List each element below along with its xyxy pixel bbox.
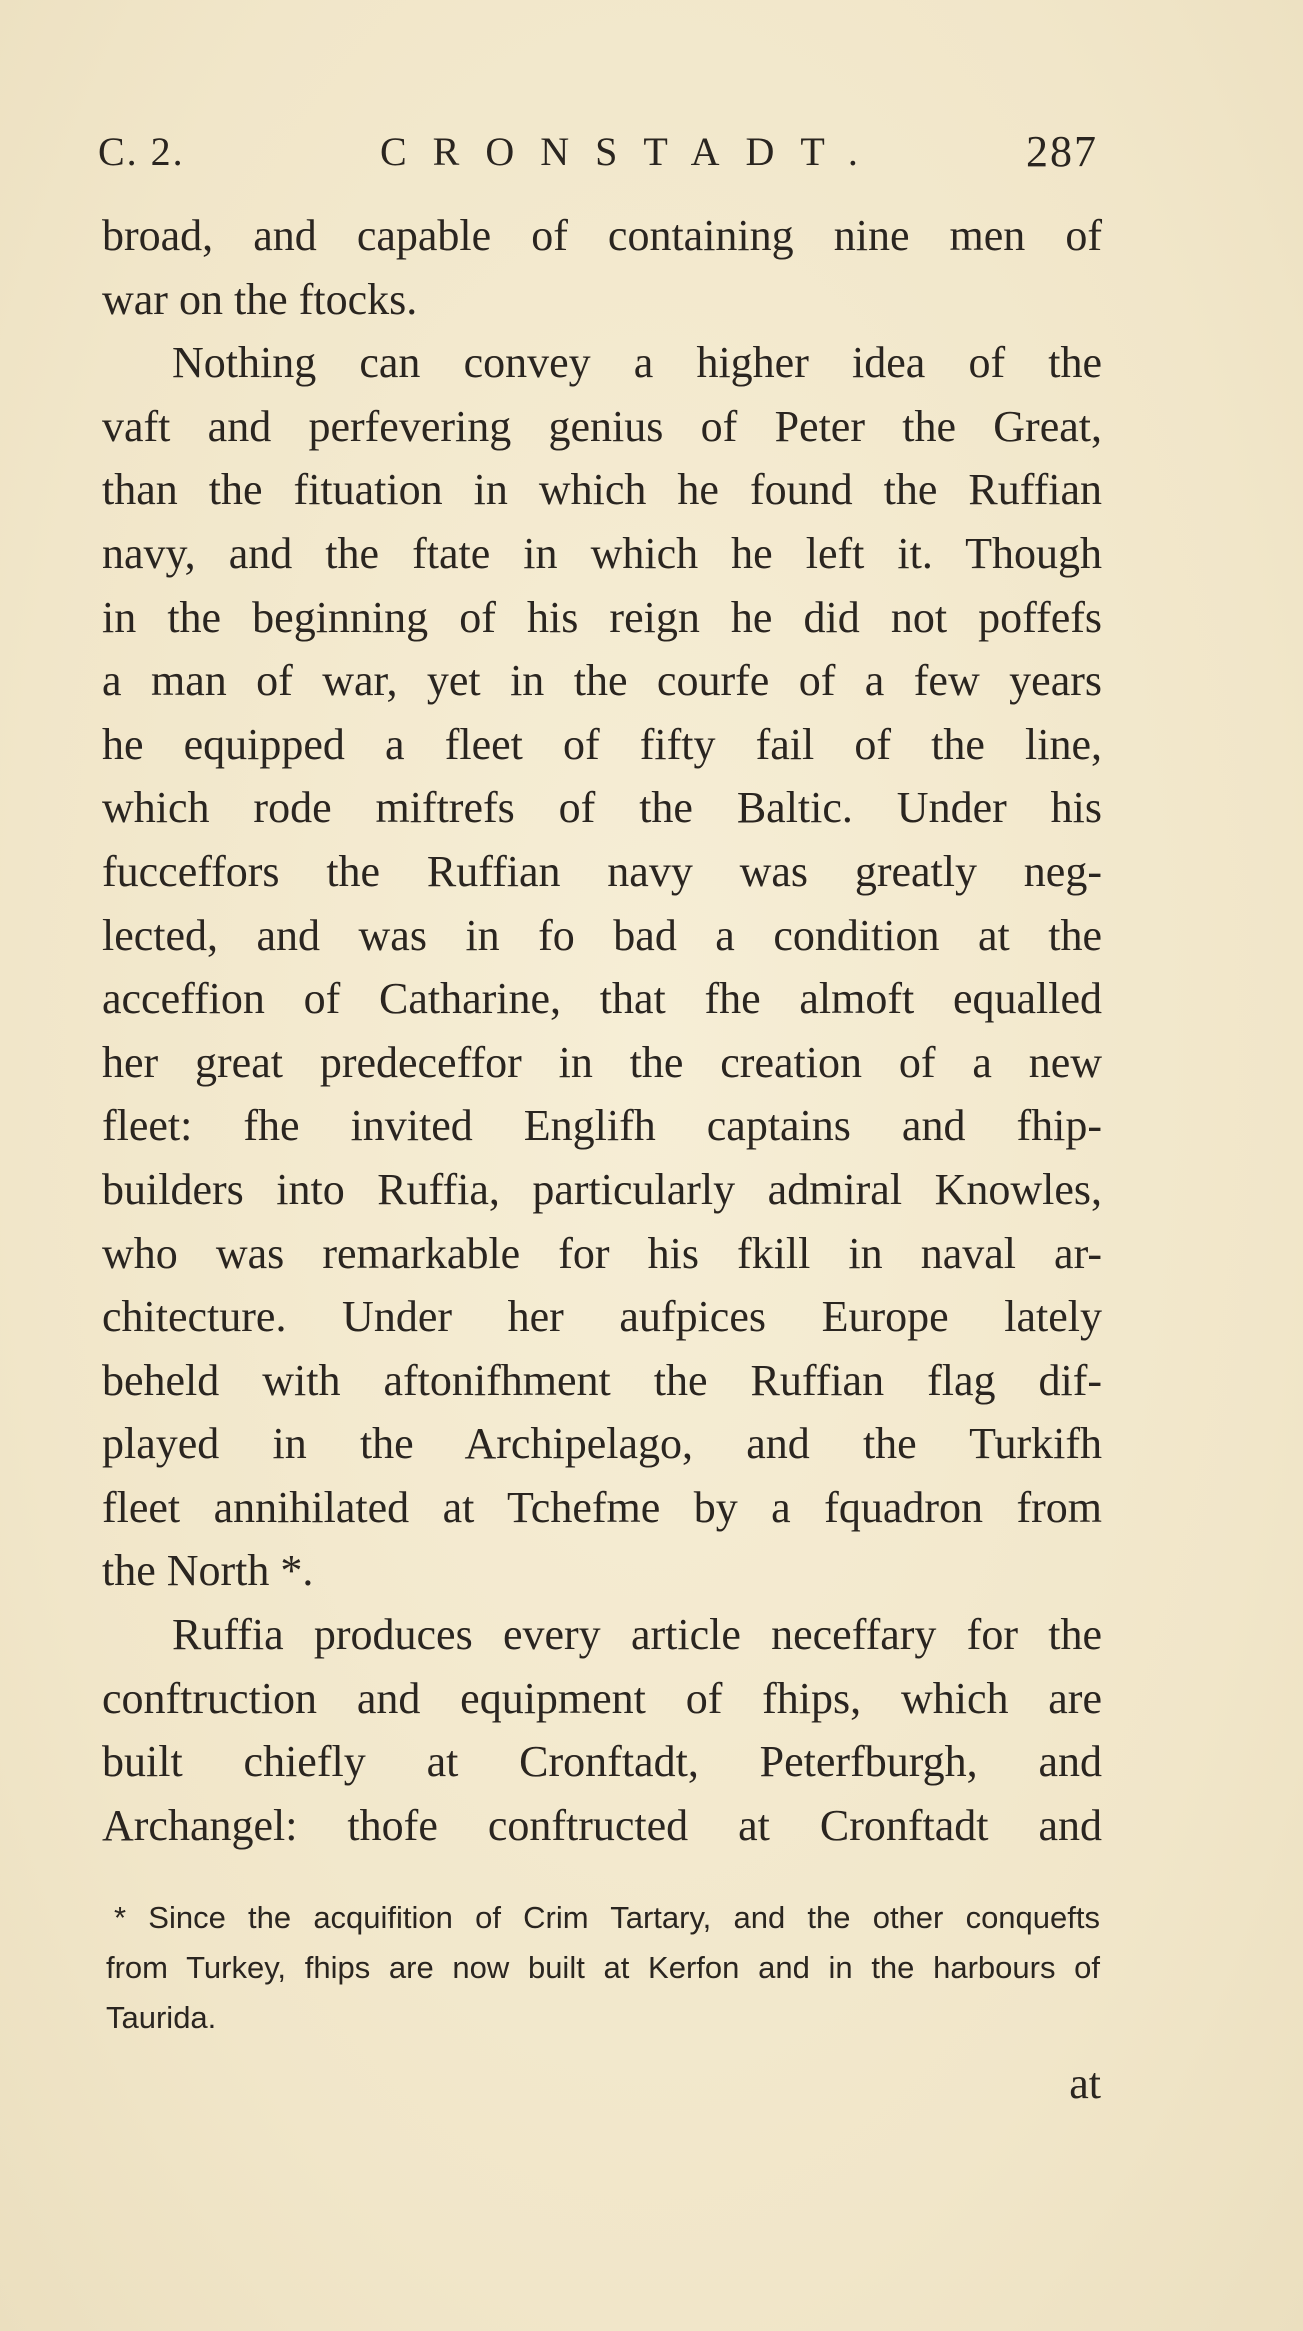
text-line: he equipped a fleet of fifty fail of the line,	[102, 719, 1102, 769]
text-line: acceffion of Catharine, that fhe almoft equalled	[102, 974, 1102, 1024]
text-line: Nothing can convey a higher idea of the	[172, 338, 1102, 388]
page-number: 287	[1026, 127, 1098, 176]
catchword: at	[1069, 2059, 1101, 2108]
text-line: her great predeceffor in the creation of a new	[102, 1037, 1102, 1087]
text-line: chitecture. Under her aufpices Europe lately	[102, 1292, 1102, 1342]
text-line: fucceffors the Ruffian navy was greatly neg-	[102, 846, 1102, 896]
running-title: CRONSTADT.	[380, 129, 884, 174]
text-line: Ruffia produces every article neceffary for the	[172, 1610, 1102, 1660]
text-line: vaft and perfevering genius of Peter the Great,	[102, 401, 1102, 451]
text-line: played in the Archipelago, and the Turkifh	[102, 1419, 1102, 1469]
page-header	[98, 122, 1098, 182]
text-line: fleet: fhe invited Englifh captains and fhip-	[102, 1101, 1102, 1151]
text-line: builders into Ruffia, particularly admiral Knowles,	[102, 1164, 1102, 1214]
text-line: a man of war, yet in the courfe of a few years	[102, 656, 1102, 706]
text-line: navy, and the ftate in which he left it. Though	[102, 528, 1102, 578]
text-line: which rode miftrefs of the Baltic. Under his	[102, 783, 1102, 833]
text-line: than the fituation in which he found the Ruffian	[102, 465, 1102, 515]
text-line: broad, and capable of containing nine men of	[102, 211, 1102, 260]
text-line: fleet annihilated at Tchefme by a fquadron from	[102, 1482, 1102, 1532]
text-line: beheld with aftonifhment the Ruffian flag dif-	[102, 1355, 1102, 1405]
text-line: who was remarkable for his fkill in naval ar-	[102, 1228, 1102, 1278]
text-line: war on the ftocks.	[102, 274, 418, 324]
footnote-line: Taurida.	[106, 2000, 217, 2035]
text-line: lected, and was in fo bad a condition at the	[102, 910, 1102, 960]
text-line: in the beginning of his reign he did not poffefs	[102, 592, 1102, 642]
footnote-line: from Turkey, fhips are now built at Kerfon and in the harbours of	[106, 1950, 1100, 1985]
text-line: built chiefly at Cronftadt, Peterfburgh, and	[102, 1737, 1102, 1787]
text-line: the North *.	[102, 1546, 314, 1596]
body-text	[102, 204, 1102, 1857]
text-line: Archangel: thofe conftructed at Cronftadt and	[102, 1800, 1102, 1850]
text-line: conftruction and equipment of fhips, which are	[102, 1673, 1102, 1723]
chapter-signature: C. 2.	[98, 129, 185, 174]
footnote-line: * Since the acquifition of Crim Tartary, and the other conquefts	[114, 1900, 1100, 1935]
footnote	[106, 1893, 1100, 2043]
